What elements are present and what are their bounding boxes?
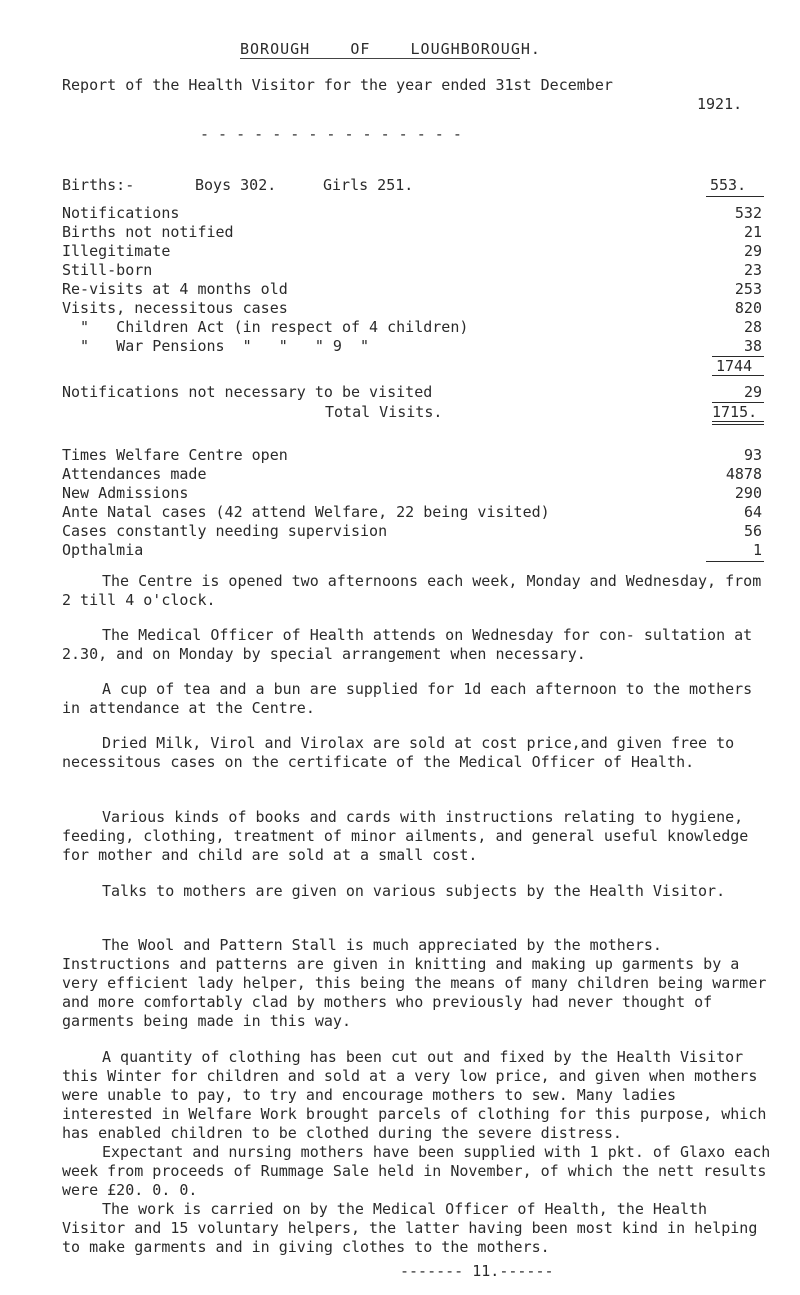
report-year: 1921. (697, 95, 743, 113)
row-value: 1 (752, 541, 762, 559)
table-row (62, 465, 762, 484)
table-row (62, 383, 762, 402)
row-value: 290 (734, 484, 762, 502)
table-row (62, 446, 762, 465)
row-label: New Admissions (62, 484, 189, 502)
paragraph-clothing: A quantity of clothing has been cut out and fixed by the Health Visitor this Winter for children and sold at a very low price, and given when mothers were unable to pay, to try and encourage mothers to sew. Many ladies interested in Welfare Work brought parcels of clothing for this purpose, which has enabled children to be clothed during the severe distress. (62, 1048, 767, 1142)
row-label: Opthalmia (62, 541, 144, 559)
borough-heading: BOROUGH OF LOUGHBOROUGH. (240, 40, 541, 58)
total-double-underline (712, 424, 764, 425)
births-girls: Girls 251. (323, 176, 414, 194)
row-label: Attendances made (62, 465, 207, 483)
paragraph-books-cards: Various kinds of books and cards with instructions relating to hygiene, feeding, clothing, treatment of minor ailments, and general useful knowledge for mother and child are sold at a small cost. (62, 808, 749, 864)
row-value: 23 (743, 261, 762, 279)
row-label: " Children Act (in respect of 4 children) (62, 318, 469, 336)
paragraph-glaxo: Expectant and nursing mothers have been supplied with 1 pkt. of Glaxo each week from proceeds of Rummage Sale held in November, of which the nett results were £20. 0. 0. (62, 1143, 771, 1199)
paragraph-tea-bun: A cup of tea and a bun are supplied for 1d each afternoon to the mothers in attendance at the Centre. (62, 680, 753, 717)
subtotal-value: 1744 (716, 357, 753, 375)
births-total: 553. (710, 176, 747, 194)
table-row (62, 541, 762, 560)
paragraph-talks: Talks to mothers are given on various subjects by the Health Visitor. (102, 882, 726, 900)
heading-underline (240, 58, 520, 59)
row-value: 56 (743, 522, 762, 540)
row-label: Illegitimate (62, 242, 171, 260)
report-title: Report of the Health Visitor for the year ended 31st December (62, 76, 613, 94)
births-boys: Boys 302. (195, 176, 277, 194)
row-label: Still-born (62, 261, 153, 279)
table-row (62, 318, 762, 337)
row-label: Notifications (62, 204, 180, 222)
row-value: 28 (743, 318, 762, 336)
row-value: 64 (743, 503, 762, 521)
paragraph-wool-stall: The Wool and Pattern Stall is much appreciated by the mothers. Instructions and patterns are given in knitting and making up garments by a very efficient lady helper, this being the means of many children being warmer and more comfortably clad by mothers who previously had never thought of garments being made in this way. (62, 936, 767, 1030)
row-value: 93 (743, 446, 762, 464)
table-row (62, 242, 762, 261)
row-label: Visits, necessitous cases (62, 299, 288, 317)
row-value: 532 (734, 204, 762, 222)
paragraph-centre-hours: The Centre is opened two afternoons each week, Monday and Wednesday, from 2 till 4 o'clock. (62, 572, 762, 609)
table-row (62, 484, 762, 503)
table-row (62, 204, 762, 223)
total-double-underline (712, 421, 764, 422)
total-visits-label: Total Visits. (325, 403, 443, 421)
page-number: ------- 11.------ (400, 1262, 554, 1280)
stats-underline (706, 561, 764, 562)
row-value: 29 (743, 242, 762, 260)
row-label: Cases constantly needing supervision (62, 522, 388, 540)
row-label: Ante Natal cases (42 attend Welfare, 22 being visited) (62, 503, 550, 521)
row-label: Re-visits at 4 months old (62, 280, 288, 298)
table-row (62, 299, 762, 318)
total-visits-value: 1715. (712, 403, 758, 421)
row-label: " War Pensions " " " 9 " (62, 337, 370, 355)
row-value: 4878 (725, 465, 762, 483)
paragraph-dried-milk: Dried Milk, Virol and Virolax are sold at cost price,and given free to necessitous cases on the certificate of the Medical Officer of Health. (62, 734, 735, 771)
row-label: Births not notified (62, 223, 234, 241)
paragraph-voluntary-work: The work is carried on by the Medical Officer of Health, the Health Visitor and 15 voluntary helpers, the latter having been most kind in helping to make garments and in giving clothes to the mothers. (62, 1200, 758, 1256)
row-value: 253 (734, 280, 762, 298)
table-row (62, 503, 762, 522)
table-row (62, 261, 762, 280)
table-row (62, 280, 762, 299)
table-row (62, 522, 762, 541)
births-label: Births:- (62, 176, 135, 194)
births-total-underline (706, 196, 764, 197)
row-label: Notifications not necessary to be visited (62, 383, 433, 401)
row-value: 29 (743, 383, 762, 401)
row-value: 38 (743, 337, 762, 355)
table-row (62, 337, 762, 356)
subtotal-underline (712, 375, 764, 376)
row-value: 820 (734, 299, 762, 317)
table-row (62, 223, 762, 242)
paragraph-medical-officer: The Medical Officer of Health attends on Wednesday for con- sultation at 2.30, and on Monday by special arrangement when necessary. (62, 626, 753, 663)
row-label: Times Welfare Centre open (62, 446, 288, 464)
title-separator: - - - - - - - - - - - - - - - (200, 125, 462, 143)
row-value: 21 (743, 223, 762, 241)
